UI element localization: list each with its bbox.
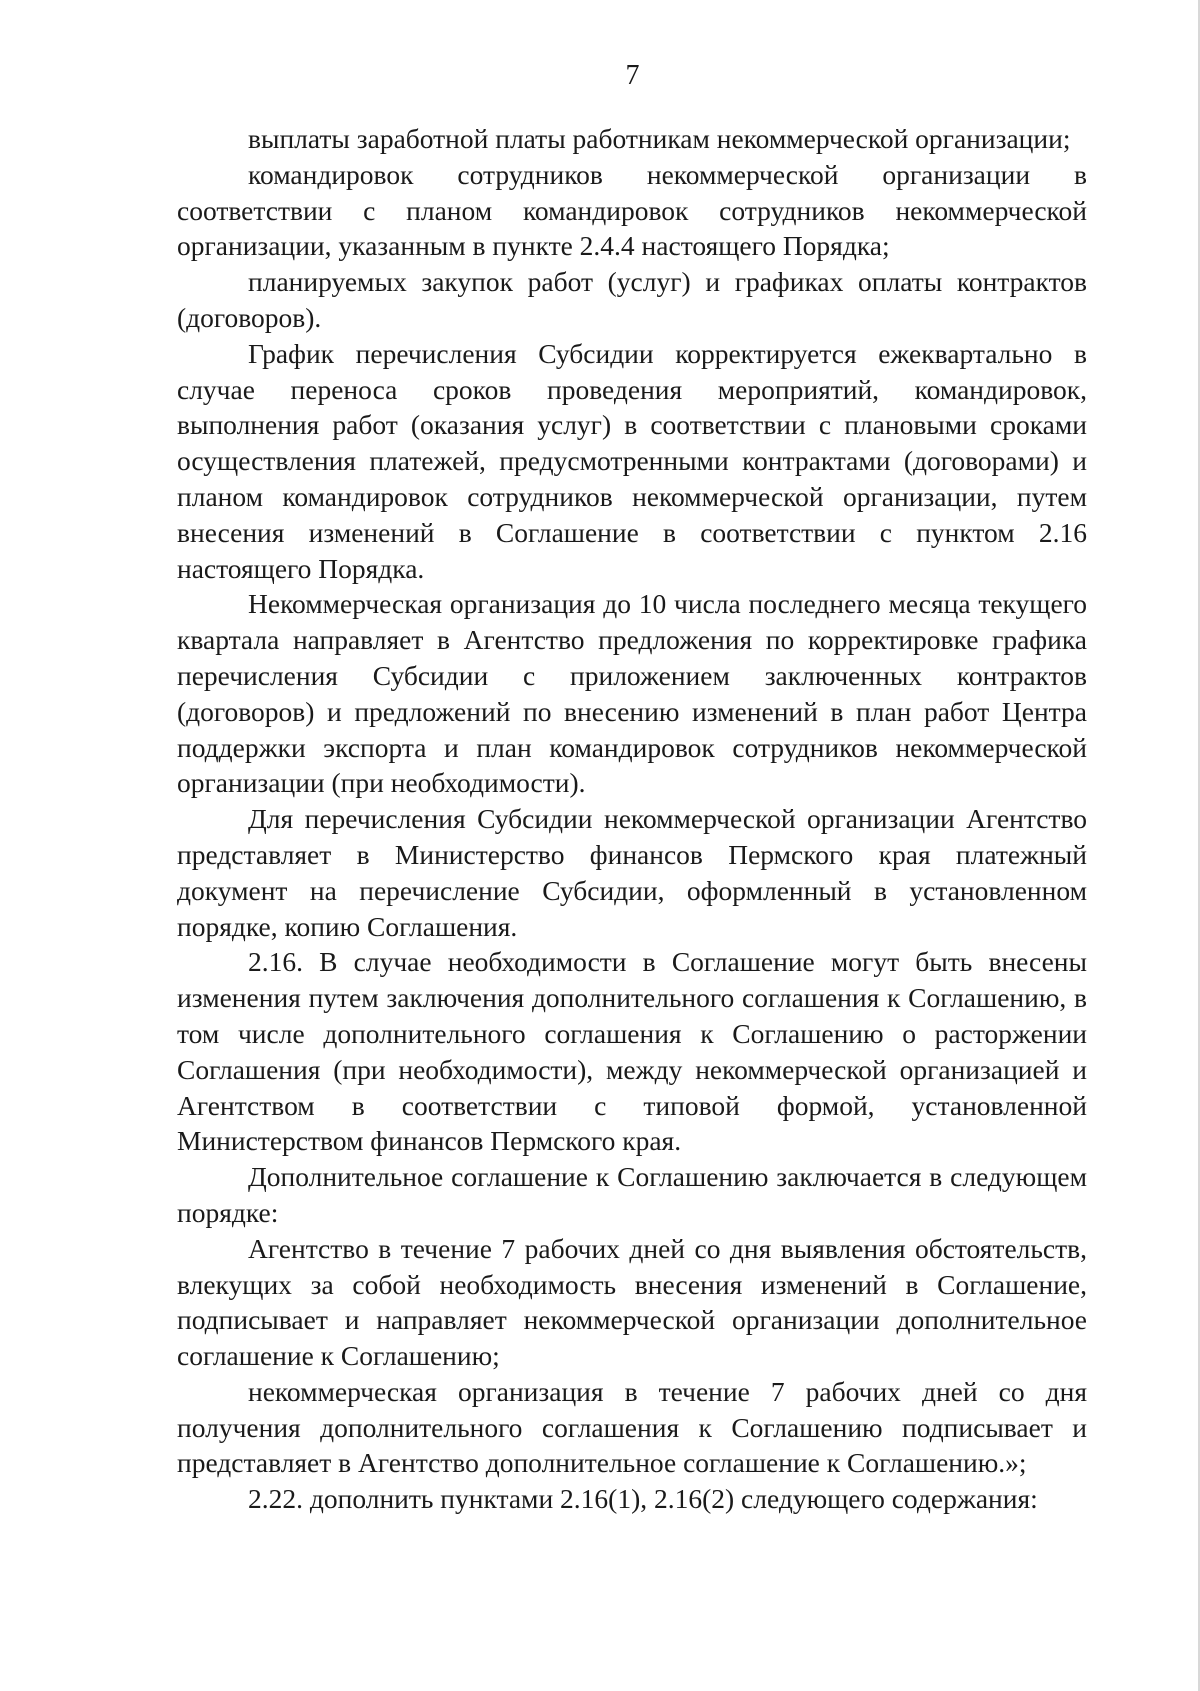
paragraph-business-trips: командировок сотрудников некоммерческой организации в соответствии с планом командировок сотрудников некоммерческой организации, указанным в пункте 2.4.4 настоящего Порядка; <box>177 158 1087 262</box>
paragraph-clause-2-22: 2.22. дополнить пунктами 2.16(1), 2.16(2) следующего содержания: <box>248 1483 1038 1515</box>
paragraph-schedule-adjustment: График перечисления Субсидии корректируется ежеквартально в случае переноса сроков проведения мероприятий, командировок, выполнения работ (оказания услуг) в соответствии с плановыми сроками осуществления платежей, предусмотренными контрактами (договорами) и планом командировок сотрудников некоммерческой организации, путем внесения изменений в Соглашение в соответствии с пунктом 2.16 настоящего Порядка. <box>177 337 1087 584</box>
paragraph-organization-signs: некоммерческая организация в течение 7 рабочих дней со дня получения дополнительного соглашения к Соглашению подписывает и представляет в Агентство дополнительное соглашение к Соглашению.»; <box>177 1375 1087 1479</box>
paragraph-adjustment-proposals: Некоммерческая организация до 10 числа последнего месяца текущего квартала направляет в Агентство предложения по корректировке графика перечисления Субсидии с приложением заключенных контрактов (договоров) и предложений по внесению изменений в план работ Центра поддержки экспорта и план командировок сотрудников некоммерческой организации (при необходимости). <box>177 588 1087 799</box>
paragraph-clause-2-16: 2.16. В случае необходимости в Соглашение могут быть внесены изменения путем заключения дополнительного соглашения к Соглашению, в том числе дополнительного соглашения к Соглашению о расторжении Соглашения (при необходимости), между некоммерческой организацией и Агентством в соответствии с типовой формой, установленной Министерством финансов Пермского края. <box>177 946 1087 1157</box>
paragraph-agency-signs: Агентство в течение 7 рабочих дней со дня выявления обстоятельств, влекущих за собой необходимость внесения изменений в Соглашение, подписывает и направляет некоммерческой организации дополнительное соглашение к Соглашению; <box>177 1232 1087 1372</box>
paragraph-additional-agreement-procedure: Дополнительное соглашение к Соглашению заключается в следующем порядке: <box>177 1161 1087 1228</box>
document-body <box>177 121 1087 1517</box>
paragraph-payment-document: Для перечисления Субсидии некоммерческой организации Агентство представляет в Министерство финансов Пермского края платежный документ на перечисление Субсидии, оформленный в установленном порядке, копию Соглашения. <box>177 803 1087 942</box>
paragraph-planned-purchases: планируемых закупок работ (услуг) и графиках оплаты контрактов (договоров). <box>177 266 1087 333</box>
paragraph-salary-payments: выплаты заработной платы работникам некоммерческой организации; <box>248 123 1071 154</box>
page-number: 7 <box>625 60 640 91</box>
